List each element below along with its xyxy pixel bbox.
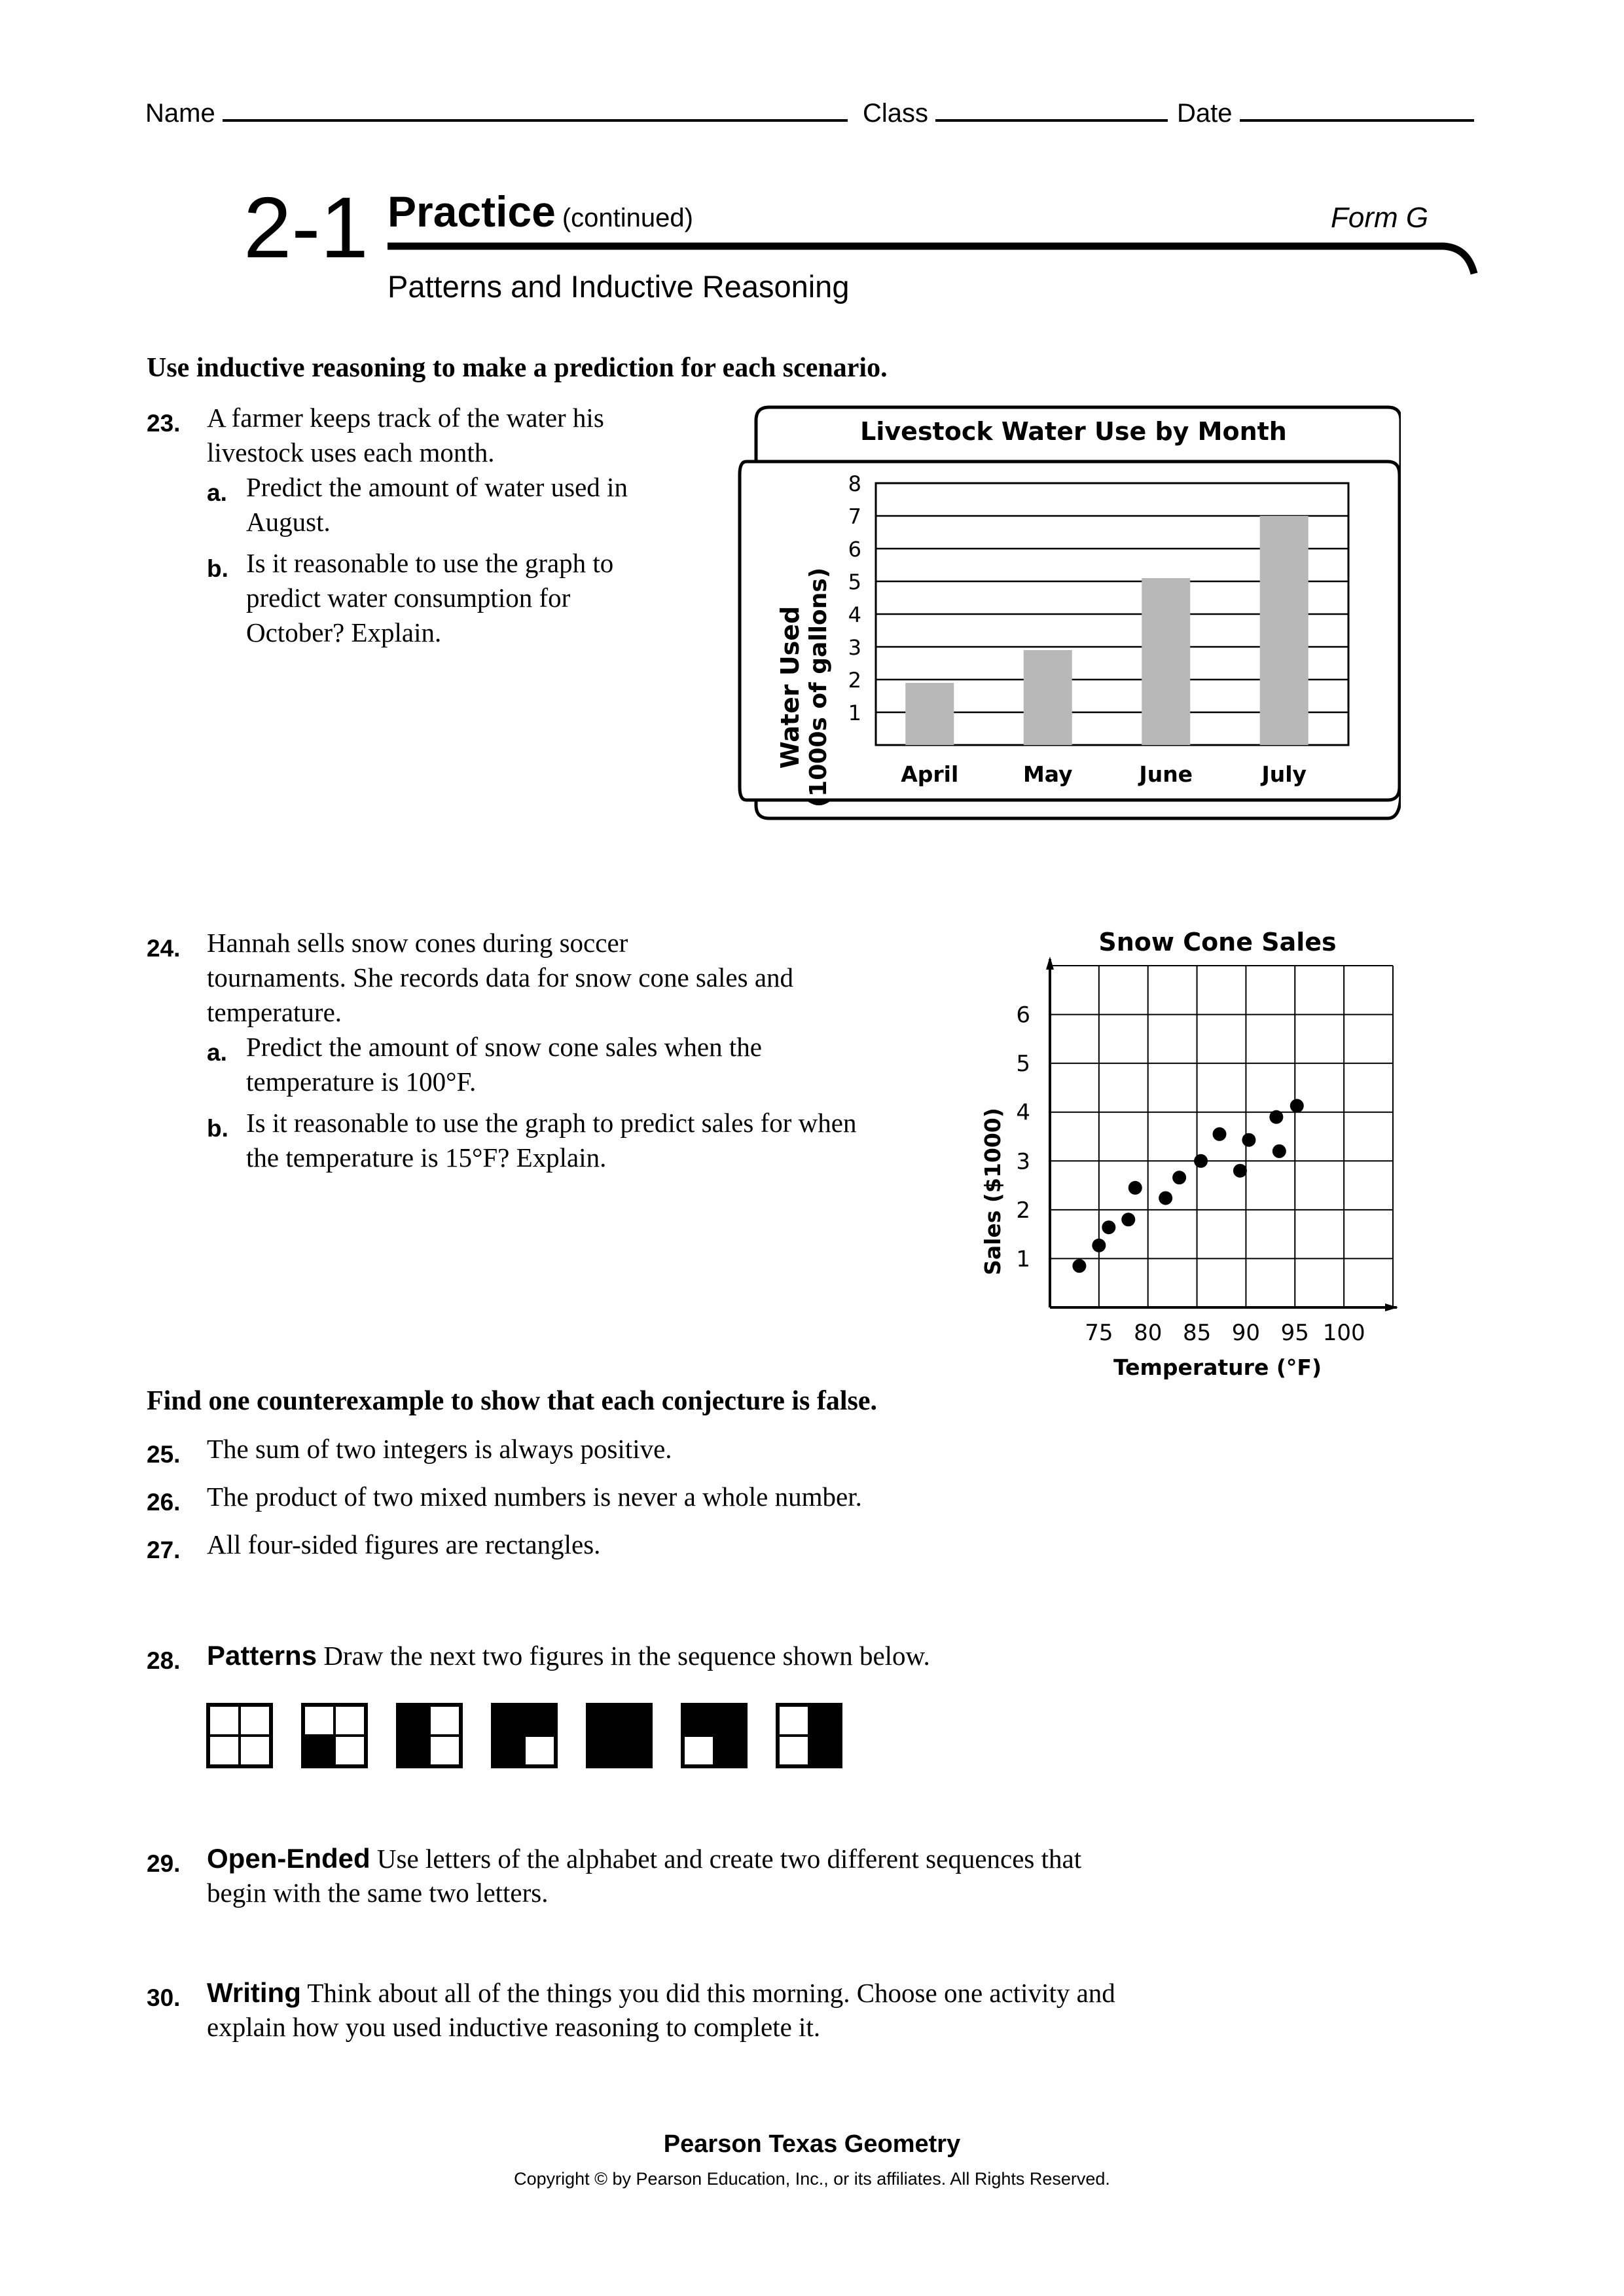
pattern-cell-bl [588,1736,619,1766]
question-26 [147,1480,998,1519]
data-point [1092,1239,1106,1252]
part-b-text-line: Is it reasonable to use the graph to [246,548,614,578]
x-tick-label: April [901,761,959,787]
data-point [1194,1154,1208,1168]
question-text-line: temperature. [207,997,342,1027]
y-tick-label: 5 [1016,1051,1030,1078]
footer-title: Pearson Texas Geometry [663,2130,961,2158]
pattern-cell-tl [683,1705,714,1736]
pattern-cell-tr [619,1705,651,1736]
pattern-cell-tl [398,1705,429,1736]
x-tick-label: 90 [1231,1320,1261,1346]
form-label: Form G [1331,202,1429,234]
y-tick-label: 4 [1016,1099,1030,1126]
y-axis-label: Sales ($1000) [980,1108,1005,1275]
question-25 [147,1432,998,1471]
pattern-cell-br [524,1736,556,1766]
question-number: 30. [147,1984,181,2011]
pattern-cell-bl [303,1736,334,1766]
data-point [1269,1110,1283,1124]
pattern-figure-2 [303,1705,366,1766]
pattern-figure-5 [588,1705,651,1766]
part-b-text-line: Is it reasonable to use the graph to predict sales for when [246,1108,857,1138]
question-text: The sum of two integers is always positive. [207,1434,672,1464]
date-field[interactable] [1177,97,1474,128]
x-tick-label: May [1022,761,1073,787]
question-text: Use letters of the alphabet and create two different sequences that [376,1844,1082,1874]
footer-copyright: Copyright © by Pearson Education, Inc., or its affiliates. All Rights Reserved. [514,2169,1110,2189]
question-text-line: A farmer keeps track of the water his [207,403,604,433]
x-tick-label: 95 [1280,1320,1309,1346]
pattern-figure-1 [208,1705,271,1766]
x-tick-label: 100 [1322,1320,1365,1346]
question-keyword: Open-Ended [207,1843,370,1874]
pattern-cell-tl [493,1705,524,1736]
part-b-text-line: October? Explain. [246,617,442,647]
pattern-cell-bl [493,1736,524,1766]
pattern-cell-br [809,1736,840,1766]
data-point [1233,1164,1247,1178]
y-tick-label: 8 [848,471,861,496]
date-label: Date [1177,99,1233,128]
name-blank[interactable] [223,97,848,122]
question-number: 27. [147,1537,181,1563]
bar-may [1024,650,1072,745]
y-tick-label: 5 [848,570,861,594]
question-text-line: explain how you used inductive reasoning to complete it. [207,2012,821,2042]
pattern-cell-tl [778,1705,809,1736]
question-text: Draw the next two figures in the sequence shown below. [323,1641,930,1671]
part-a-text-line: Predict the amount of water used in [246,472,628,502]
pattern-cell-tr [429,1705,461,1736]
continued-note: (continued) [562,204,693,232]
part-a-label: a. [207,479,227,506]
data-point [1242,1133,1255,1147]
question-text-line: begin with the same two letters. [207,1878,549,1908]
data-point [1121,1212,1135,1226]
question-number: 25. [147,1441,181,1468]
pattern-cell-br [619,1736,651,1766]
part-a-label: a. [207,1039,227,1066]
y-tick-label: 4 [848,602,861,627]
pattern-cell-tl [588,1705,619,1736]
data-point [1172,1171,1186,1184]
question-text-line [207,1638,930,1673]
practice-title: Practice [388,187,556,236]
pattern-cell-br [334,1736,366,1766]
x-tick-label: 80 [1134,1320,1163,1346]
question-text-line: Hannah sells snow cones during soccer [207,928,628,958]
data-point [1072,1259,1086,1273]
pattern-cell-tr [334,1705,366,1736]
pattern-cell-br [240,1736,271,1766]
pattern-figure-6 [683,1705,746,1766]
x-axis-label: Temperature (°F) [1113,1355,1322,1380]
page-title [388,187,693,236]
name-label: Name [145,99,215,128]
y-tick-label: 1 [848,701,861,725]
question-27 [147,1527,998,1567]
part-b-label: b. [207,1115,228,1142]
snow-cone-scatter-chart [969,917,1414,1394]
pattern-cell-tr [240,1705,271,1736]
y-tick-label: 1 [1016,1246,1030,1273]
question-text: The product of two mixed numbers is never a whole number. [207,1482,862,1512]
y-tick-label: 6 [1016,1002,1030,1029]
data-point [1102,1220,1115,1234]
x-axis-arrow [1385,1303,1398,1311]
date-blank[interactable] [1240,97,1474,122]
y-tick-label: 3 [848,635,861,660]
pattern-figure-4 [493,1705,556,1766]
x-tick-label: July [1261,761,1307,787]
class-blank[interactable] [935,97,1168,122]
part-b-text-line: the temperature is 15°F? Explain. [246,1142,607,1173]
question-number: 29. [147,1850,181,1877]
data-point [1213,1127,1227,1141]
pattern-cell-bl [683,1736,714,1766]
section-instruction-1: Use inductive reasoning to make a prediction for each scenario. [147,353,888,383]
question-text-line [207,1841,1081,1876]
y-axis-sublabel: (1000s of gallons) [805,567,832,808]
chart-title: Snow Cone Sales [1098,928,1337,957]
pattern-cell-tl [208,1705,240,1736]
pattern-cell-br [429,1736,461,1766]
question-number: 23. [147,410,181,437]
data-point [1159,1191,1172,1205]
question-29 [147,1841,1259,1920]
question-number: 24. [147,935,181,962]
question-30 [147,1975,1325,2054]
data-point [1128,1181,1142,1195]
bar-june [1142,578,1190,745]
part-b-label: b. [207,555,228,582]
question-text: Think about all of the things you did this morning. Choose one activity and [307,1978,1115,2008]
livestock-water-bar-chart [733,399,1401,838]
question-keyword: Writing [207,1977,301,2008]
name-field[interactable] [145,97,848,128]
bar-april [905,683,954,745]
data-point [1272,1144,1286,1158]
pattern-cell-bl [208,1736,240,1766]
question-keyword: Patterns [207,1640,317,1671]
question-number: 28. [147,1647,181,1674]
class-field[interactable] [863,97,1168,128]
question-23 [147,401,703,663]
y-tick-label: 2 [848,668,861,693]
x-tick-label: 85 [1182,1320,1212,1346]
y-tick-label: 7 [848,504,861,529]
x-tick-label: June [1139,761,1193,787]
y-axis-label: Water Used [776,606,804,769]
pattern-cell-br [714,1736,746,1766]
part-a-text-line: Predict the amount of snow cone sales when the [246,1032,762,1062]
y-axis-arrow [1046,957,1054,970]
bar-july [1260,516,1308,745]
pattern-cell-tr [809,1705,840,1736]
question-text-line [207,1975,1115,2011]
y-tick-label: 2 [1016,1197,1030,1224]
lesson-subtitle: Patterns and Inductive Reasoning [388,269,850,304]
y-tick-label: 3 [1016,1148,1030,1175]
section-instruction-2: Find one counterexample to show that each conjecture is false. [147,1386,877,1416]
part-a-text-line: August. [246,507,331,537]
lesson-number: 2-1 [244,179,369,276]
question-text-line: tournaments. She records data for snow cone sales and [207,962,794,993]
question-text-line: livestock uses each month. [207,437,495,467]
class-label: Class [863,99,929,128]
pattern-cell-bl [398,1736,429,1766]
part-b-text-line: predict water consumption for [246,583,571,613]
y-tick-label: 6 [848,537,861,562]
x-tick-label: 75 [1085,1320,1113,1346]
pattern-cell-tr [714,1705,746,1736]
pattern-sequence [196,1696,851,1781]
question-text: All four-sided figures are rectangles. [207,1529,601,1559]
pattern-figure-7 [778,1705,840,1766]
question-24 [147,926,971,1188]
pattern-cell-tl [303,1705,334,1736]
pattern-figure-3 [398,1705,461,1766]
pattern-cell-bl [778,1736,809,1766]
question-number: 26. [147,1489,181,1516]
chart-title: Livestock Water Use by Month [860,417,1287,446]
part-a-text-line: temperature is 100°F. [246,1066,477,1097]
pattern-cell-tr [524,1705,556,1736]
question-28 [147,1638,1128,1677]
data-point [1290,1099,1304,1113]
